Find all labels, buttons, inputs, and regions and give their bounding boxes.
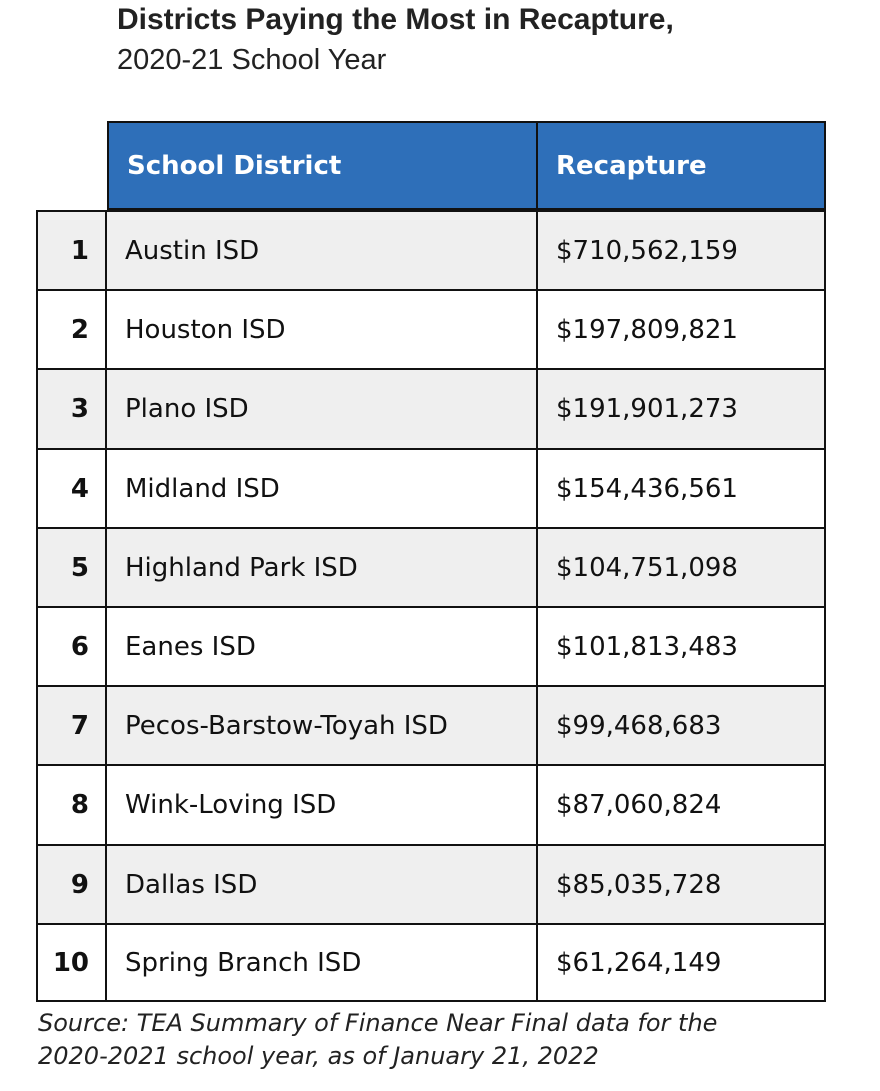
recapture-cell: $101,813,483 (538, 606, 826, 685)
rank-cell: 8 (36, 764, 107, 844)
recapture-cell: $85,035,728 (538, 844, 826, 923)
recapture-cell: $99,468,683 (538, 685, 826, 764)
rank-cell: 9 (36, 844, 107, 923)
source-line: Source: TEA Summary of Finance Near Final data for the (38, 1009, 718, 1037)
page-subtitle: 2020-21 School Year (117, 44, 387, 76)
rank-cell: 1 (36, 210, 107, 289)
rank-cell: 6 (36, 606, 107, 685)
rank-cell: 5 (36, 527, 107, 606)
recapture-cell: $197,809,821 (538, 289, 826, 368)
district-cell: Spring Branch ISD (107, 923, 538, 1002)
district-cell: Midland ISD (107, 448, 538, 527)
rank-cell: 4 (36, 448, 107, 527)
recapture-cell: $87,060,824 (538, 764, 826, 844)
district-cell: Wink-Loving ISD (107, 764, 538, 844)
page-title: Districts Paying the Most in Recapture, (117, 3, 674, 36)
rank-cell: 2 (36, 289, 107, 368)
column-header-district: School District (107, 121, 538, 210)
recapture-cell: $104,751,098 (538, 527, 826, 606)
recapture-cell: $191,901,273 (538, 368, 826, 448)
column-header-recapture: Recapture (538, 121, 826, 210)
district-cell: Austin ISD (107, 210, 538, 289)
rank-cell: 10 (36, 923, 107, 1002)
rank-cell: 7 (36, 685, 107, 764)
district-cell: Plano ISD (107, 368, 538, 448)
source-line: 2020-2021 school year, as of January 21, 2022 (38, 1042, 599, 1070)
recapture-cell: $710,562,159 (538, 210, 826, 289)
district-cell: Eanes ISD (107, 606, 538, 685)
recapture-cell: $154,436,561 (538, 448, 826, 527)
district-cell: Dallas ISD (107, 844, 538, 923)
district-cell: Houston ISD (107, 289, 538, 368)
recapture-cell: $61,264,149 (538, 923, 826, 1002)
source-note (38, 1007, 717, 1073)
rank-cell: 3 (36, 368, 107, 448)
district-cell: Pecos-Barstow-Toyah ISD (107, 685, 538, 764)
district-cell: Highland Park ISD (107, 527, 538, 606)
